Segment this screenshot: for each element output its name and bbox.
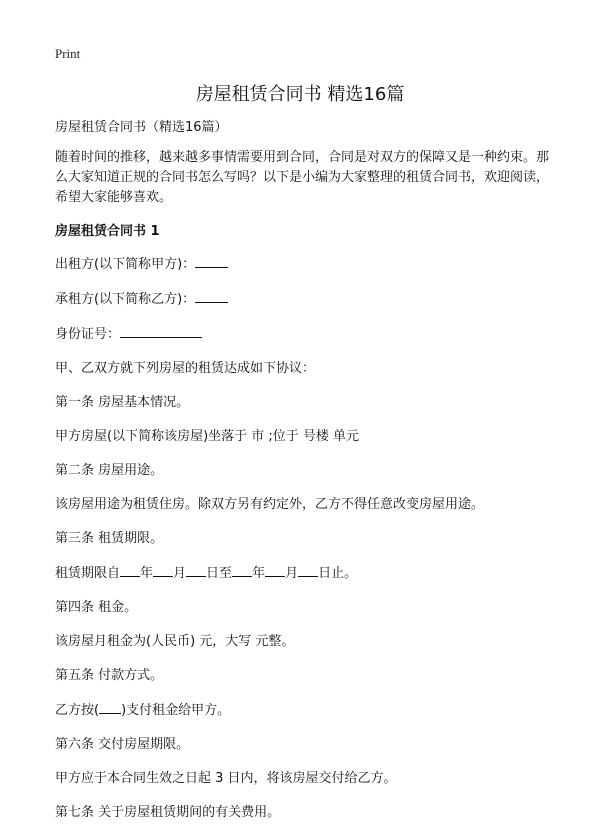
article-4-text: 该房屋月租金为(人民币) 元，大写 元整。 <box>55 634 295 649</box>
article-3-title: 第三条 租赁期限。 <box>55 531 164 546</box>
lease-term-from-label: 租赁期限自 <box>55 566 121 581</box>
lessor-blank <box>195 254 228 268</box>
month-label: 月 <box>173 566 187 581</box>
lessee-label: 承租方(以下简称乙方)： <box>55 292 196 307</box>
print-link[interactable]: Print <box>55 46 81 61</box>
year-label: 年 <box>140 566 154 581</box>
article-1-title: 第一条 房屋基本情况。 <box>55 395 190 410</box>
document-subtitle: 房屋租赁合同书（精选16篇） <box>55 120 228 135</box>
article-4-title: 第四条 租金。 <box>55 600 138 615</box>
day-to-label: 日至 <box>206 566 233 581</box>
agreement-line: 甲、乙双方就下列房屋的租赁达成如下协议： <box>55 361 316 376</box>
end-month-blank <box>265 563 285 577</box>
article-5-text <box>55 700 555 721</box>
end-day-blank <box>298 563 318 577</box>
article-6-title: 第六条 交付房屋期限。 <box>55 737 190 752</box>
intro-paragraph: 随着时间的推移，越来越多事情需要用到合同，合同是对双方的保障又是一种约束。那么大家知道正规的合同书怎么写吗？以下是小编为大家整理的租赁合同书，欢迎阅读，希望大家能够喜欢。 <box>55 150 550 205</box>
end-year-blank <box>232 563 252 577</box>
payment-prefix: 乙方按( <box>55 703 100 718</box>
day-end-label: 日止。 <box>318 566 358 581</box>
year-label: 年 <box>252 566 266 581</box>
article-2-text: 该房屋用途为租赁住房。除双方另有约定外，乙方不得任意改变房屋用途。 <box>55 497 485 512</box>
article-5-title: 第五条 付款方式。 <box>55 668 164 683</box>
start-year-blank <box>120 563 140 577</box>
article-3-text <box>55 563 555 584</box>
lessee-line <box>55 289 555 310</box>
id-number-line <box>55 324 555 345</box>
start-month-blank <box>153 563 173 577</box>
start-day-blank <box>186 563 206 577</box>
page-title: 房屋租赁合同书 精选16篇 <box>195 84 405 105</box>
id-number-blank <box>120 324 202 338</box>
article-6-text: 甲方应于本合同生效之日起 3 日内，将该房屋交付给乙方。 <box>55 771 397 786</box>
article-1-text: 甲方房屋(以下简称该房屋)坐落于 市 ;位于 号楼 单元 <box>55 429 360 444</box>
article-2-title: 第二条 房屋用途。 <box>55 463 164 478</box>
section-heading: 房屋租赁合同书 1 <box>55 224 160 239</box>
document-body <box>55 118 555 837</box>
id-number-label: 身份证号： <box>55 327 121 342</box>
article-7-title: 第七条 关于房屋租赁期间的有关费用。 <box>55 805 281 820</box>
lessor-line <box>55 254 555 275</box>
payment-method-blank <box>99 700 121 714</box>
payment-suffix: )支付租金给甲方。 <box>121 703 231 718</box>
month-label: 月 <box>285 566 299 581</box>
lessee-blank <box>195 289 228 303</box>
lessor-label: 出租方(以下简称甲方)： <box>55 257 196 272</box>
